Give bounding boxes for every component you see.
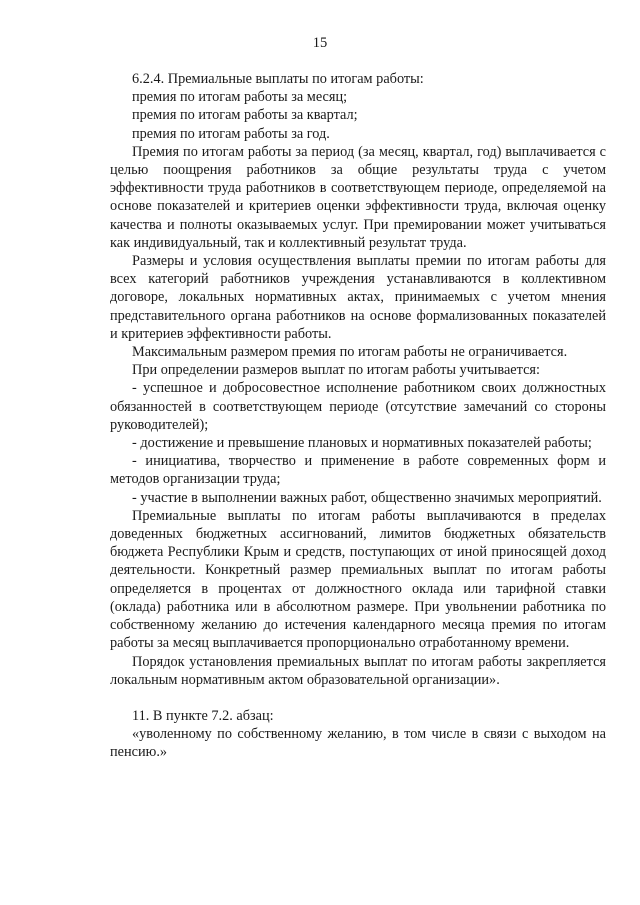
- paragraph: При определении размеров выплат по итогам работы учитывается:: [132, 362, 540, 379]
- paragraph: Порядок установления премиальных выплат по итогам работы закрепляется локальным нормативным актом образовательной организации».: [110, 653, 606, 688]
- document-body: [110, 70, 606, 762]
- paragraph: премия по итогам работы за год.: [132, 125, 330, 142]
- paragraph: премия по итогам работы за квартал;: [132, 107, 358, 124]
- paragraph: 6.2.4. Премиальные выплаты по итогам работы:: [132, 71, 424, 87]
- paragraph: Премиальные выплаты по итогам работы выплачиваются в пределах доведенных бюджетных ассигнований, лимитов бюджетных обязательств бюджета Республики Крым и средств, поступающих от иной приносящей доход деятельности. Конкретный размер премиальных выплат по итогам работы определяется в процентах от должностного оклада или тарифной ставки (оклада) работника или в абсолютном размере. При увольнении работника по собственному желанию до истечения календарного месяца премия по итогам работы за месяц выплачивается пропорционально отработанному времени.: [110, 507, 606, 652]
- paragraph: Максимальным размером премия по итогам работы не ограничивается.: [132, 344, 568, 361]
- paragraph: премия по итогам работы за месяц;: [132, 89, 348, 106]
- paragraph: - успешное и добросовестное исполнение работником своих должностных обязанностей в соответствующем периоде (отсутствие замечаний со стороны руководителей);: [110, 380, 606, 433]
- paragraph: «уволенному по собственному желанию, в том числе в связи с выходом на пенсию.»: [110, 726, 606, 761]
- paragraph: - достижение и превышение плановых и нормативных показателей работы;: [132, 435, 592, 452]
- paragraph: - участие в выполнении важных работ, общественно значимых мероприятий.: [132, 489, 602, 506]
- paragraph: - инициатива, творчество и применение в работе современных форм и методов организации труда;: [110, 453, 606, 488]
- paragraph: Премия по итогам работы за период (за месяц, квартал, год) выплачивается с целью поощрения работников за общие результаты труда с учетом эффективности труда работников в соответствующем периоде, определяемой на основе показателей и критериев оценки эффективности труда, включая оценку качества и полноты оказываемых услуг. При премировании может учитываться как индивидуальный, так и коллективный результат труда.: [110, 143, 606, 251]
- page-number: 15: [312, 35, 328, 51]
- paragraph: Размеры и условия осуществления выплаты премии по итогам работы для всех категорий работников учреждения устанавливаются в коллективном договоре, локальных нормативных актах, принимаемых с учетом мнения представительного органа работников на основе формализованных показателей и критериев эффективности работы.: [110, 253, 606, 342]
- paragraph: 11. В пункте 7.2. абзац:: [132, 707, 274, 724]
